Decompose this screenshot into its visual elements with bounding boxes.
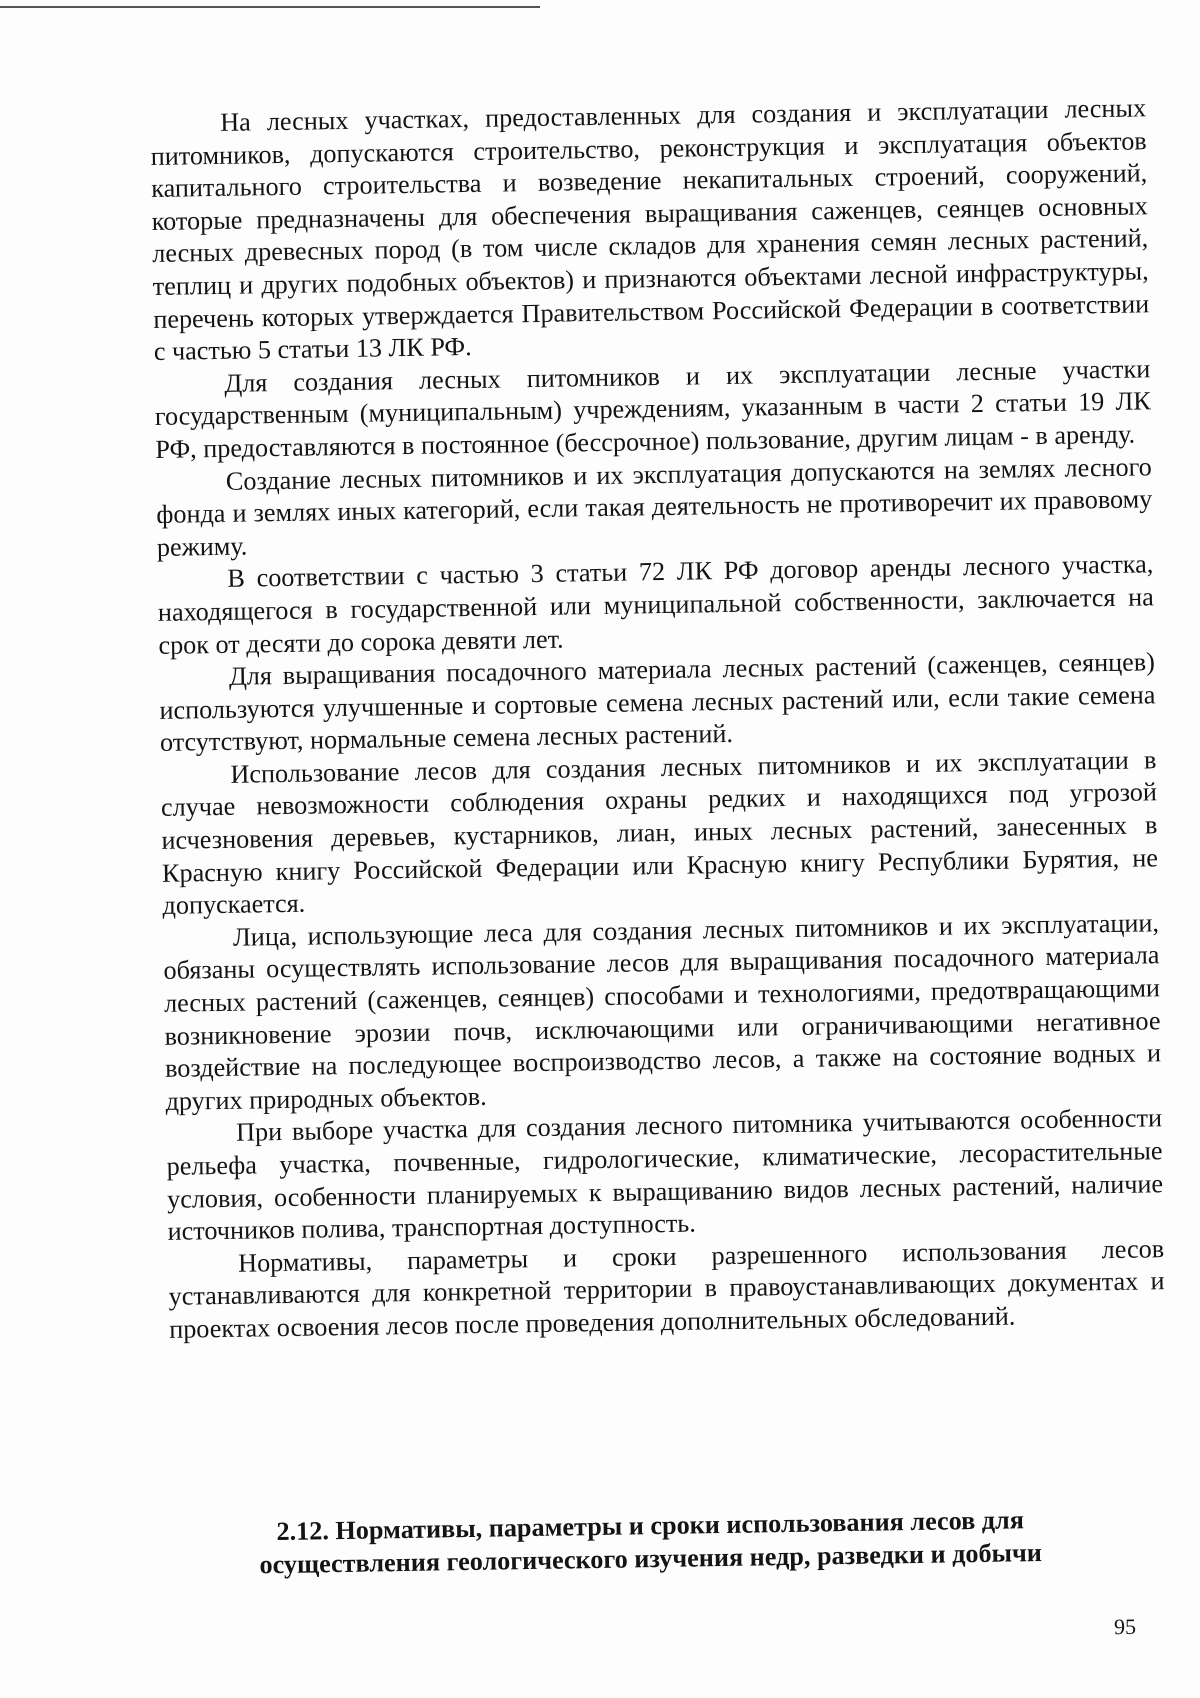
paragraph-nursery-infrastructure: На лесных участках, предоставленных для создания и эксплуатации лесных питомников, допускаются строительство, реконструкция и эксплуатация объектов капитального строительства и возведение некапитальных строений, сооружений, которые предназначены для обеспечения выращивания саженцев, сеянцев основных лесных древесных пород (в том числе складов для хранения семян лесных растений, теплиц и других подобных объектов) и признаются объектами лесной инфраструктуры, перечень которых утверждается Правительством Российской Федерации в соответствии с частью 5 статьи 13 ЛК РФ. [150,93,1150,367]
paragraph-seed-material: Для выращивания посадочного материала лесных растений (саженцев, сеянцев) используются улучшенные и сортовые семена лесных растений или, если такие семена отсутствуют, нормальные семена лесных растений. [159,647,1156,758]
paragraph-land-categories: Создание лесных питомников и их эксплуатация допускаются на землях лесного фонда и землях иных категорий, если такая деятельность не противоречит их правовому режиму. [156,451,1153,562]
paragraph-red-book-protection: Использование лесов для создания лесных питомников и их эксплуатации в случае невозможности соблюдения охраны редких и находящихся под угрозой исчезновения деревьев, кустарников, лиан, иных лесных растений, занесенных в Красную книгу Российской Федерации или Красную книгу Республики Бурятия, не допускается. [160,745,1159,921]
paragraph-user-obligations: Лица, использующие леса для создания лесных питомников и их эксплуатации, обязаны осуществлять использование лесов для выращивания посадочного материала лесных растений (саженцев, сеянцев) способами и технологиями, предотвращающими возникновение эрозии почв, исключающими или ограничивающими негативное воздействие на последующее воспроизводство лесов, а также на состояние водных и других природных объектов. [163,908,1162,1116]
paragraph-land-provision: Для создания лесных питомников и их эксплуатации лесные участки государственным (муниципальным) учреждениям, указанным в части 2 статьи 19 ЛК РФ, предоставляются в постоянное (бессрочное) пользование, другим лицам - в аренду. [154,354,1151,464]
scan-edge-line [0,6,540,8]
body-text [150,92,1165,1346]
page-number: 95 [1113,1613,1137,1640]
paragraph-lease-term: В соответствии с частью 3 статьи 72 ЛК РФ договор аренды лесного участка, находящегося в государственной или муниципальной собственности, заключается на срок от десяти до сорока девяти лет. [157,549,1155,660]
paragraph-norms-parameters: Нормативы, параметры и сроки разрешенного использования лесов устанавливаются для конкретной территории в правоустанавливающих документах и проектах освоения лесов после проведения дополнительных обследований. [168,1233,1165,1344]
section-heading-line-1: 2.12. Нормативы, параметры и сроки использования лесов для [276,1505,1025,1547]
paragraph-site-selection: При выборе участка для создания лесного питомника учитываются особенности рельефа участка, почвенные, гидрологические, климатические, лесорастительные условия, особенности планируемых к выращиванию видов лесных растений, наличие источников полива, транспортная доступность. [166,1103,1164,1247]
section-heading-line-2: осуществления геологического изучения недр, разведки и добычи [259,1537,1043,1579]
section-heading [150,1502,1151,1583]
